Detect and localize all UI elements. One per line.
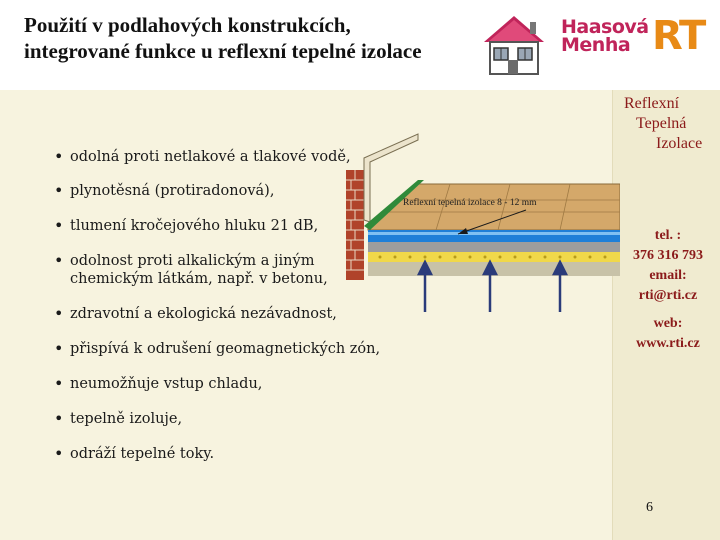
web-label: web: [653,316,683,331]
list-item: • odolnost proti alkalickým a jiným chemickým látkám, např. v betonu, [54,252,354,288]
title-line-2: integrované funkce u reflexní tepelné izolace [24,39,422,63]
email-label: email: [649,268,687,283]
logo-line-2: Menha [561,34,631,56]
email-link[interactable]: rti@rti.cz [638,288,698,303]
header [0,0,720,90]
list-item: • neumožňuje vstup chladu, [54,375,454,393]
page-number: 6 [646,500,653,515]
sidebar-title-line-3: Izolace [656,135,703,152]
company-logo-text [561,18,649,54]
rt-logo: RT [652,13,705,59]
list-item: • tlumení kročejového hluku 21 dB, [54,217,454,235]
list-item: • odolná proti netlakové a tlakové vodě, [54,148,454,166]
web-link[interactable]: www.rti.cz [636,336,700,351]
house-logo-icon [478,8,552,78]
list-item: • tepelně izoluje, [54,410,454,428]
phone-label: tel. : [654,228,682,243]
brick-wall [346,170,364,280]
list-item: • odráží tepelné toky. [54,445,454,463]
sidebar-title-line-2: Tepelná [636,115,687,132]
phone-value: 376 316 793 [633,248,703,263]
contact-web [616,314,720,354]
page-title [24,12,494,64]
title-line-1: Použití v podlahových konstrukcích, [24,13,351,37]
list-item: • zdravotní a ekologická nezávadnost, [54,305,454,323]
contact-phone [616,226,720,266]
insulation-label: Reflexní tepelná izolace 8 - 12 mm [403,198,537,208]
insulation-layer [368,230,620,242]
contact-email [616,266,720,306]
list-item: • plynotěsná (protiradonová), [54,182,454,200]
sidebar-title-line-1: Reflexní [624,95,680,112]
sidebar-title [616,94,720,154]
floor-cross-section-diagram [340,130,620,320]
logo-line-1: Haasová [561,16,649,38]
list-item: • přispívá k odrušení geomagnetických zón, [54,340,454,358]
